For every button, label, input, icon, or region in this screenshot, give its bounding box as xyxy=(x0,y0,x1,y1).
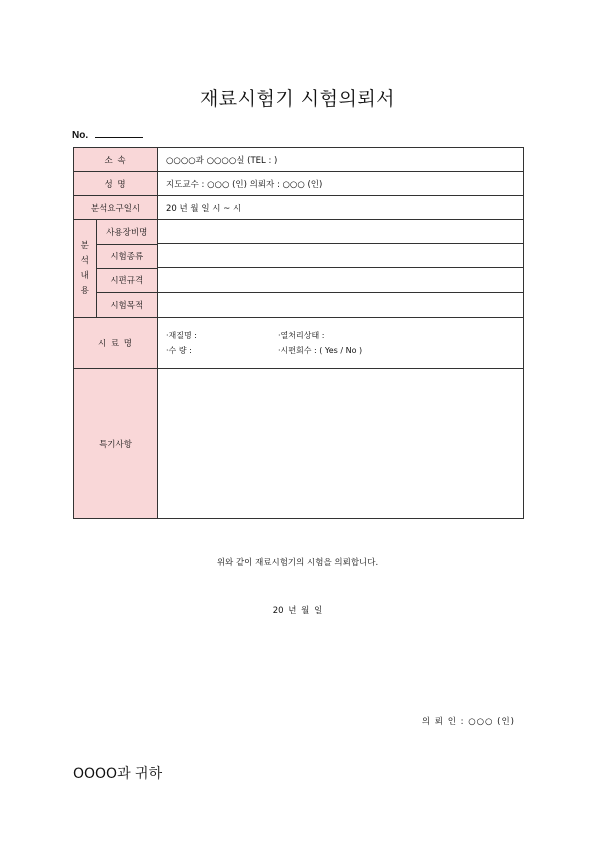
quantity-label: ·수 량 : xyxy=(166,346,192,355)
test-purpose-field[interactable] xyxy=(158,292,524,317)
document-number xyxy=(72,128,143,141)
datetime-row xyxy=(74,196,524,220)
remarks-label: 특기사항 xyxy=(74,369,158,519)
sample-label: 시 료 명 xyxy=(74,318,158,369)
equipment-name-label: 사용장비명 xyxy=(96,220,157,244)
datetime-field[interactable]: 20 년 월 일 시 ~ 시 xyxy=(158,196,524,220)
name-field[interactable]: 지도교수 : ○○○ (인) 의뢰자 : ○○○ (인) xyxy=(158,172,524,196)
affiliation-label: 소 속 xyxy=(74,148,158,172)
analysis-group-cell xyxy=(74,220,158,318)
page-title: 재료시험기 시험의뢰서 xyxy=(199,88,396,110)
affiliation-field[interactable]: ○○○○과 ○○○○실 (TEL : ) xyxy=(158,148,524,172)
specimen-return-label: ·시편회수 : ( Yes / No ) xyxy=(278,346,363,355)
analysis-char: 용 xyxy=(80,285,89,296)
analysis-char: 내 xyxy=(80,270,89,281)
affiliation-row xyxy=(74,148,524,172)
sample-row xyxy=(74,318,524,369)
recipient: OOOO과 귀하 xyxy=(73,766,163,782)
specimen-spec-label: 시편규격 xyxy=(96,268,157,292)
remarks-field[interactable] xyxy=(158,369,524,519)
test-purpose-label: 시험목적 xyxy=(96,292,157,317)
equipment-name-field[interactable] xyxy=(158,220,524,244)
analysis-content-label xyxy=(74,220,96,317)
document-number-label: No. xyxy=(72,130,89,141)
analysis-char: 분 xyxy=(80,240,89,251)
remarks-row xyxy=(74,369,524,519)
sample-field[interactable] xyxy=(158,318,524,369)
document-number-field[interactable] xyxy=(95,128,143,138)
analysis-char: 석 xyxy=(80,255,89,266)
datetime-label: 분석요구일시 xyxy=(74,196,158,220)
test-type-field[interactable] xyxy=(158,244,524,268)
name-row xyxy=(74,172,524,196)
request-statement: 위와 같이 재료시험기의 시험을 의뢰합니다. xyxy=(216,558,379,568)
requester-signature: 의 뢰 인 : ○○○ (인) xyxy=(421,717,515,727)
request-date: 20 년 월 일 xyxy=(272,606,323,616)
analysis-row xyxy=(74,220,524,244)
request-form-table xyxy=(73,147,524,519)
heat-treatment-label: ·열처리상태 : xyxy=(278,331,325,340)
name-label: 성 명 xyxy=(74,172,158,196)
specimen-spec-field[interactable] xyxy=(158,268,524,292)
material-label: ·재질명 : xyxy=(166,331,197,340)
test-type-label: 시험종류 xyxy=(96,244,157,268)
